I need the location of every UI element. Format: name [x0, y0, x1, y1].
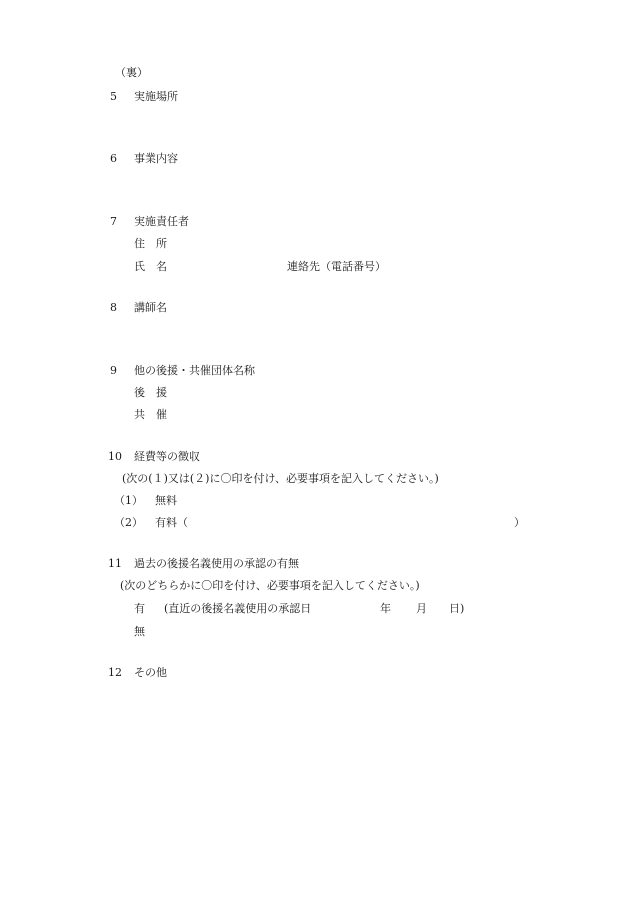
section-8-title: 講師名 — [134, 301, 167, 314]
section-12-title: その他 — [134, 666, 167, 679]
option-paid-close-paren: ） — [514, 516, 525, 529]
name-label: 氏 名 — [134, 260, 167, 273]
section-10-title: 経費等の徴収 — [134, 450, 200, 463]
section-11-title: 過去の後援名義使用の承認の有無 — [134, 557, 299, 570]
section-9-title: 他の後援・共催団体名称 — [134, 364, 255, 377]
section-6-number: 6 — [110, 152, 117, 165]
section-10-instruction: (次の(１)又は(２)に〇印を付け、必要事項を記入してください。) — [122, 472, 439, 485]
section-5-title: 実施場所 — [134, 90, 178, 103]
section-10-number: 10 — [108, 450, 122, 463]
section-7-title: 実施責任者 — [134, 215, 189, 228]
section-8-number: 8 — [110, 301, 117, 314]
page-side-label: （裏） — [115, 66, 148, 79]
cohost-label: 共 催 — [134, 408, 167, 421]
contact-label: 連絡先（電話番号） — [287, 260, 386, 273]
address-label: 住 所 — [134, 237, 167, 250]
section-12-number: 12 — [108, 666, 122, 679]
no-label: 無 — [134, 625, 145, 638]
section-7-number: 7 — [110, 215, 117, 228]
section-6-title: 事業内容 — [134, 152, 178, 165]
year-label: 年 — [380, 602, 391, 615]
option-1-number: （1） — [114, 494, 143, 507]
support-label: 後 援 — [134, 386, 167, 399]
option-2-number: （2） — [114, 516, 143, 529]
yes-detail-label: (直近の後援名義使用の承認日 — [164, 602, 312, 615]
day-label: 日) — [449, 602, 465, 615]
section-5-number: 5 — [110, 90, 117, 103]
month-label: 月 — [416, 602, 427, 615]
option-paid-label: 有料（ — [155, 516, 188, 529]
section-11-instruction: (次のどちらかに〇印を付け、必要事項を記入してください。) — [120, 579, 420, 592]
option-free-label: 無料 — [155, 494, 177, 507]
section-9-number: 9 — [110, 364, 117, 377]
section-11-number: 11 — [108, 557, 122, 570]
yes-label: 有 — [134, 602, 145, 615]
